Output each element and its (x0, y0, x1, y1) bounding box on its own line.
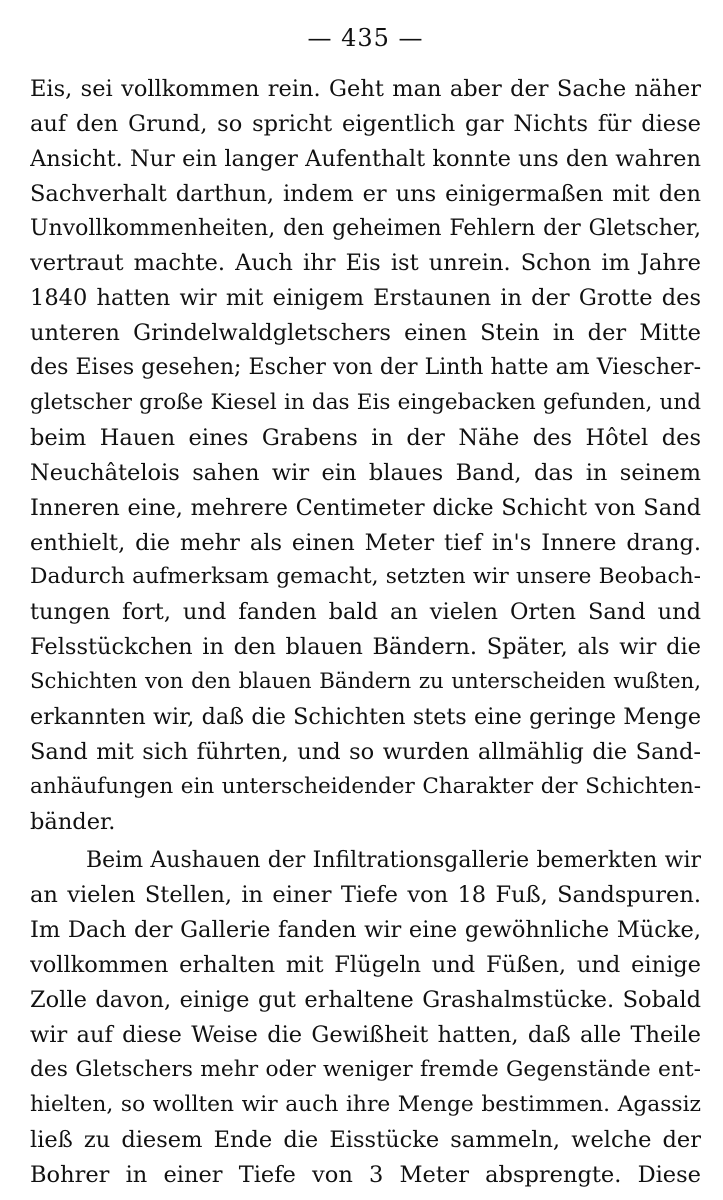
paragraph (30, 844, 701, 1193)
text-line: Im Dach der Gallerie fanden wir eine gewöhnliche Mücke, (30, 917, 701, 944)
text-line: Sachverhalt darthun, indem er uns einigermaßen mit den (30, 180, 701, 207)
text-line: beim Hauen eines Grabens in der Nähe des Hôtel des (30, 424, 701, 451)
text-line: Felsstückchen in den blauen Bändern. Später, als wir die (30, 634, 701, 661)
text-line: Sand mit sich führten, und so wurden allmählig die Sand- (30, 738, 701, 765)
page-number: — 435 — (307, 24, 424, 52)
text-line: 1840 hatten wir mit einigem Erstaunen in der Grotte des (30, 285, 701, 312)
text-line: enthielt, die mehr als einen Meter tief in's Innere drang. (30, 529, 701, 556)
text-line: auf den Grund, so spricht eigentlich gar Nichts für diese (30, 110, 701, 137)
text-line: hielten, so wollten wir auch ihre Menge bestimmen. Agassiz (30, 1091, 701, 1117)
text-line: Unvollkommenheiten, den geheimen Fehlern der Gletscher, (30, 215, 701, 241)
text-line: Bohrer in einer Tiefe von 3 Meter absprengte. Diese (30, 1161, 701, 1188)
text-line: Dadurch aufmerksam gemacht, setzten wir unsere Beobach- (30, 564, 701, 590)
text-line: Beim Aushauen der Infiltrationsgallerie bemerkten wir (86, 847, 701, 873)
text-line: ließ zu diesem Ende die Eisstücke sammeln, welche der (30, 1126, 701, 1153)
text-line: wir auf diese Weise die Gewißheit hatten, daß alle Theile (30, 1022, 701, 1049)
text-line: gletscher große Kiesel in das Eis eingebacken gefunden, und (30, 390, 701, 416)
text-line: vollkommen erhalten mit Flügeln und Füßen, und einige (30, 952, 701, 979)
text-line: an vielen Stellen, in einer Tiefe von 18 Fuß, Sandspuren. (30, 882, 701, 909)
text-line: unteren Grindelwaldgletschers einen Stein in der Mitte (30, 320, 701, 347)
text-line: bänder. (30, 808, 116, 835)
text-line: vertraut machte. Auch ihr Eis ist unrein. Schon im Jahre (30, 250, 701, 277)
text-line: Ansicht. Nur ein langer Aufenthalt konnte uns den wahren (30, 145, 701, 172)
text-line: erkannten wir, daß die Schichten stets eine geringe Menge (30, 704, 701, 731)
paragraph (30, 72, 701, 840)
text-line: Eis, sei vollkommen rein. Geht man aber der Sache näher (30, 76, 701, 102)
text-line: tungen fort, und fanden bald an vielen Orten Sand und (30, 599, 701, 626)
text-line: des Gletschers mehr oder weniger fremde Gegenstände ent- (30, 1056, 701, 1082)
text-line: Inneren eine, mehrere Centimeter dicke Schicht von Sand (30, 494, 701, 521)
text-line: Schichten von den blauen Bändern zu unterscheiden wußten, (30, 669, 701, 695)
text-line: des Eises gesehen; Escher von der Linth hatte am Viescher- (30, 355, 701, 381)
text-line: anhäufungen ein unterscheidender Charakter der Schichten- (30, 773, 701, 799)
text-line: Zolle davon, einige gut erhaltene Grashalmstücke. Sobald (30, 987, 701, 1014)
body-text (30, 72, 701, 1193)
text-line: Neuchâtelois sahen wir ein blaues Band, das in seinem (30, 459, 701, 486)
